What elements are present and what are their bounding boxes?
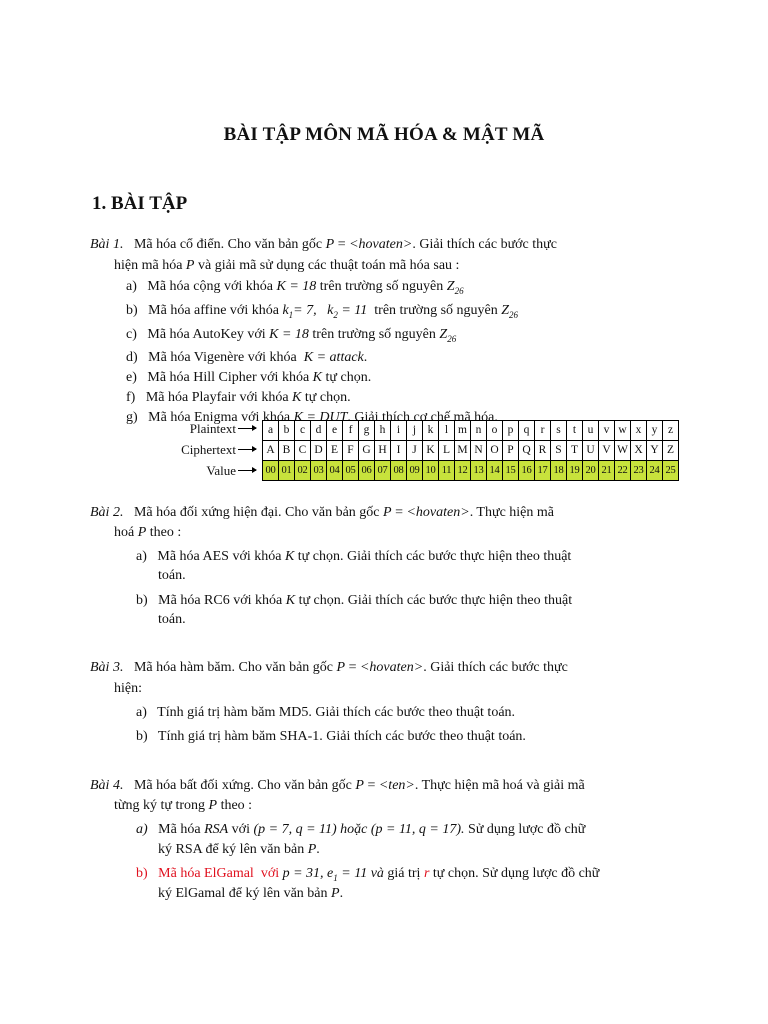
var-p: P (383, 505, 392, 520)
bai2-line2 (114, 523, 181, 543)
bai3-item-b (136, 727, 526, 747)
label-text: Value (206, 463, 236, 478)
item-k2-sub: 2 (333, 309, 338, 320)
bai3-intro (90, 657, 678, 678)
list-item (126, 348, 518, 368)
table-cell: C (295, 441, 311, 461)
bai3-item-a (136, 703, 515, 723)
bai1-line2-a: hiện mã hóa (114, 258, 183, 273)
item-params: p = 31, e (282, 866, 334, 881)
item-z: Z (439, 326, 448, 342)
table-cell: e (327, 421, 343, 441)
page-title: BÀI TẬP MÔN MÃ HÓA & MẬT MÃ (223, 124, 545, 145)
item-marker: b) (136, 866, 148, 881)
table-cell: w (615, 421, 631, 441)
item-text: . Giải thích cơ chế mã hóa. (347, 410, 498, 426)
var-p: P (185, 258, 195, 273)
bai4-line2-b: theo : (220, 798, 253, 813)
bai2-item-b-cont (158, 610, 186, 630)
eq: = (348, 660, 357, 675)
item-k2-val: = 11 (341, 302, 368, 318)
table-cell: 24 (647, 461, 663, 481)
bai1-intro (90, 234, 678, 255)
table-cell: m (455, 421, 471, 441)
table-cell: h (375, 421, 391, 441)
table-cell: f (343, 421, 359, 441)
item-params: = 11 và (341, 866, 384, 881)
item-rsa: RSA (204, 822, 229, 837)
var-p: P (325, 237, 335, 252)
table-cell: A (263, 441, 279, 461)
table-cell: 11 (439, 461, 455, 481)
alphabet-table-labels (168, 418, 256, 481)
var-hovaten: <hovaten> (406, 505, 470, 520)
item-text: . (363, 350, 368, 366)
item-text: Mã hóa AutoKey với (147, 326, 266, 342)
item-key: K (312, 370, 322, 386)
plaintext-row (263, 421, 679, 441)
bai2-line2-b: theo : (149, 525, 182, 540)
item-text: trên trường số nguyên (319, 279, 444, 294)
table-cell: D (311, 441, 327, 461)
item-marker: a) (136, 549, 147, 564)
item-text: Mã hóa Playfair với khóa (145, 390, 289, 406)
table-cell: p (503, 421, 519, 441)
table-cell: 03 (311, 461, 327, 481)
table-cell: M (455, 441, 471, 461)
bai3-text-b: . Giải thích các bước thực (423, 660, 568, 675)
var-p: P (336, 660, 346, 675)
table-cell: X (631, 441, 647, 461)
arrow-icon (238, 428, 256, 429)
table-cell: 17 (535, 461, 551, 481)
table-cell: r (535, 421, 551, 441)
item-text: tự chọn. (325, 370, 372, 386)
list-item (126, 277, 518, 301)
bai4-item-a-cont: ký RSA để ký lên văn bản P. (158, 842, 320, 857)
table-cell: b (279, 421, 295, 441)
table-cell: 19 (567, 461, 583, 481)
table-cell: 08 (391, 461, 407, 481)
table-cell: Y (647, 441, 663, 461)
bai1-line2-b: và giải mã sử dụng các thuật toán mã hóa sau : (197, 258, 460, 273)
item-text: tự chọn. Giải thích các bước thực hiện theo thuật (298, 593, 573, 608)
table-cell: v (599, 421, 615, 441)
value-row (263, 461, 679, 481)
item-text: Mã hóa RC6 với khóa (158, 593, 283, 608)
table-cell: d (311, 421, 327, 441)
table-cell: a (263, 421, 279, 441)
table-cell: 22 (615, 461, 631, 481)
item-z: Z (446, 279, 455, 294)
item-params: (p = 7, q = 11) hoặc (p = 11, q = 17). (253, 822, 465, 837)
table-cell: N (471, 441, 487, 461)
bai1-line2 (114, 256, 459, 276)
bai2-label: Bài 2. (90, 505, 124, 520)
item-text: Mã hóa Hill Cipher với khóa (147, 370, 310, 386)
item-marker: d) (126, 350, 138, 366)
table-cell: F (343, 441, 359, 461)
list-item (126, 368, 518, 388)
bai4-line2 (114, 796, 252, 816)
table-cell: 04 (327, 461, 343, 481)
table-cell: R (535, 441, 551, 461)
table-cell: J (407, 441, 423, 461)
table-cell: 15 (503, 461, 519, 481)
table-cell: S (551, 441, 567, 461)
item-k1: k (282, 302, 289, 318)
table-cell: 09 (407, 461, 423, 481)
item-text: ký ElGamal để ký lên văn bản (158, 886, 328, 901)
item-text: Mã hóa Vigenère với khóa (148, 350, 297, 366)
bai4-item-b-cont: ký ElGamal để ký lên văn bản P. (158, 886, 344, 901)
table-cell: G (359, 441, 375, 461)
table-cell: T (567, 441, 583, 461)
item-text-red: Mã hóa ElGamal (158, 866, 254, 881)
table-cell: 02 (295, 461, 311, 481)
label-value (168, 460, 256, 481)
table-cell: 21 (599, 461, 615, 481)
eq: = (337, 237, 346, 252)
item-text: tự chọn. Giải thích các bước thực hiện theo thuật (297, 549, 572, 564)
table-cell: B (279, 441, 295, 461)
list-item (126, 388, 518, 408)
item-k2: k (327, 302, 334, 318)
table-cell: q (519, 421, 535, 441)
table-cell: Z (663, 441, 679, 461)
bai1-text-b: . Giải thích các bước thực (412, 237, 557, 252)
table-cell: j (407, 421, 423, 441)
var-hovaten: <hovaten> (359, 660, 424, 675)
table-cell: 07 (375, 461, 391, 481)
bai2-line2-a: hoá (114, 525, 135, 540)
item-key: K = 18 (269, 326, 309, 342)
item-text-red: với (260, 866, 280, 881)
table-cell: 14 (487, 461, 503, 481)
bai2-item-a-cont (158, 566, 186, 586)
bai3-line2 (114, 679, 142, 699)
item-z: Z (501, 302, 510, 318)
table-cell: x (631, 421, 647, 441)
bai2-item-a (136, 546, 679, 567)
var-p: P (355, 778, 364, 793)
item-key: K (292, 390, 302, 406)
item-marker: g) (126, 410, 138, 426)
item-z-sub: 26 (447, 333, 457, 344)
var-p: P (137, 525, 147, 540)
item-marker: a) (126, 279, 137, 294)
item-text: tự chọn. (304, 390, 351, 406)
table-cell: V (599, 441, 615, 461)
item-marker: b) (126, 302, 138, 318)
table-cell: n (471, 421, 487, 441)
bai2-text-b: . Thực hiện mã (469, 505, 554, 520)
item-text: ký RSA để ký lên văn bản (158, 842, 305, 857)
bai2-text: Mã hóa đối xứng hiện đại. Cho văn bản gốc (133, 505, 380, 520)
table-cell: P (503, 441, 519, 461)
table-cell: c (295, 421, 311, 441)
item-key: K = attack (303, 350, 364, 366)
bai4-label: Bài 4. (90, 778, 124, 793)
label-plaintext (168, 418, 256, 439)
item-key: K (285, 593, 296, 608)
item-marker: b) (136, 729, 148, 744)
label-text: Ciphertext (181, 442, 236, 457)
ciphertext-row (263, 441, 679, 461)
table-cell: 01 (279, 461, 295, 481)
table-cell: E (327, 441, 343, 461)
table-cell: H (375, 441, 391, 461)
item-marker: a) (136, 705, 147, 720)
item-text: Sử dụng lược đồ chữ (468, 822, 586, 837)
table-cell: l (439, 421, 455, 441)
table-cell: I (391, 441, 407, 461)
bai4-text: Mã hóa bất đối xứng. Cho văn bản gốc (133, 778, 352, 793)
bai4-intro (90, 775, 678, 796)
item-text: với (231, 822, 250, 837)
arrow-icon (238, 470, 256, 471)
bai2-intro (90, 502, 678, 523)
bai4-line2-a: từng ký tự trong (114, 798, 206, 813)
table-cell: 23 (631, 461, 647, 481)
table-cell: 05 (343, 461, 359, 481)
item-text: Tính giá trị hàm băm SHA-1. Giải thích các bước theo thuật toán. (157, 729, 526, 744)
table-cell: 25 (663, 461, 679, 481)
bai3-label: Bài 3. (90, 660, 124, 675)
item-text: toán. (158, 568, 186, 583)
item-z-sub: 26 (454, 285, 464, 296)
table-cell: 06 (359, 461, 375, 481)
item-key: K = 18 (276, 279, 317, 294)
table-cell: o (487, 421, 503, 441)
table-cell: z (663, 421, 679, 441)
list-item (126, 301, 518, 325)
item-marker: a) (136, 822, 148, 837)
item-text: Mã hóa Enigma với khóa (148, 410, 291, 426)
bai1-text: Mã hóa cổ điển. Cho văn bản gốc (133, 237, 323, 252)
item-r: r (423, 866, 430, 881)
eq: = (367, 778, 376, 793)
item-text: trên trường số nguyên (374, 302, 498, 318)
item-text: Mã hóa cộng với khóa (147, 279, 273, 294)
table-cell: s (551, 421, 567, 441)
table-cell: U (583, 441, 599, 461)
label-ciphertext (168, 439, 256, 460)
table-cell: 12 (455, 461, 471, 481)
item-marker: f) (126, 390, 136, 406)
bai1-label: Bài 1. (90, 237, 124, 252)
var-ten: <ten> (378, 778, 415, 793)
bai4-item-a (136, 820, 585, 840)
item-key: K (284, 549, 295, 564)
table-cell: i (391, 421, 407, 441)
item-marker: b) (136, 593, 148, 608)
arrow-icon (238, 449, 256, 450)
item-text: toán. (158, 612, 186, 627)
table-cell: 13 (471, 461, 487, 481)
table-cell: u (583, 421, 599, 441)
var-p: P (208, 798, 218, 813)
item-text: Mã hóa affine với khóa (148, 302, 279, 318)
bai4-text-b: . Thực hiện mã hoá và giải mã (414, 778, 585, 793)
table-cell: k (423, 421, 439, 441)
list-item (126, 325, 518, 349)
table-cell: 10 (423, 461, 439, 481)
label-text: Plaintext (189, 421, 236, 436)
item-key: K = DUT (293, 410, 348, 426)
table-cell: y (647, 421, 663, 441)
table-cell: t (567, 421, 583, 441)
item-k1-val: = 7, (293, 302, 317, 318)
item-text: Tính giá trị hàm băm MD5. Giải thích các bước theo thuật toán. (157, 705, 516, 720)
table-cell: O (487, 441, 503, 461)
table-cell: K (423, 441, 439, 461)
section-heading: 1. BÀI TẬP (92, 193, 188, 214)
table-cell: Q (519, 441, 535, 461)
item-z-sub: 26 (509, 309, 519, 320)
item-marker: e) (126, 370, 137, 386)
bai2-item-b (136, 590, 679, 611)
table-cell: 20 (583, 461, 599, 481)
item-marker: c) (126, 326, 137, 342)
table-cell: L (439, 441, 455, 461)
item-text: tự chọn. Sử dụng lược đồ chữ (432, 866, 600, 881)
bai1-list (126, 277, 518, 428)
var-p: P (331, 886, 340, 901)
table-cell: 18 (551, 461, 567, 481)
alphabet-table (262, 420, 679, 481)
table-cell: 00 (263, 461, 279, 481)
var-hovaten: <hovaten> (349, 237, 413, 252)
table-cell: W (615, 441, 631, 461)
bai3-text: Mã hóa hàm băm. Cho văn bản gốc (133, 660, 334, 675)
table-cell: g (359, 421, 375, 441)
item-text: giá trị (387, 866, 421, 881)
item-params-sub: 1 (333, 872, 338, 883)
var-p: P (307, 842, 317, 857)
item-text: Mã hóa AES với khóa (157, 549, 282, 564)
item-text: trên trường số nguyên (312, 326, 436, 342)
eq: = (395, 505, 403, 520)
bai3-line2-a: hiện: (114, 681, 142, 696)
table-cell: 16 (519, 461, 535, 481)
item-k1-sub: 1 (288, 309, 294, 320)
item-text: Mã hóa (158, 822, 201, 837)
